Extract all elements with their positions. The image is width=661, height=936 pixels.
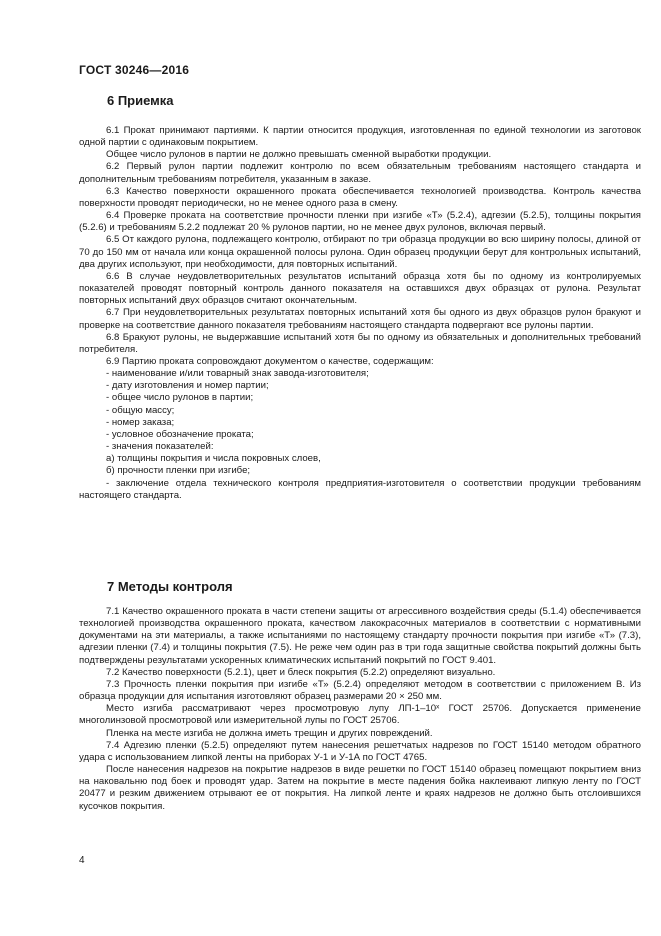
paragraph-6-2: 6.2 Первый рулон партии подлежит контролю по всем обязательным требованиям настоящего стандарта и дополнительным требованиям потребителя, указанным в заказе.	[79, 161, 641, 185]
section-7-title: 7 Методы контроля	[107, 579, 233, 594]
paragraph-7-2: 7.2 Качество поверхности (5.2.1), цвет и блеск покрытия (5.2.2) определяют визуально.	[106, 666, 496, 678]
list-item: - наименование и/или товарный знак завода-изготовителя;	[106, 368, 369, 380]
section-6-title: 6 Приемка	[107, 93, 174, 108]
paragraph-7-1: 7.1 Качество окрашенного проката в части степени защиты от агрессивного воздействия среды (5.1.4) обеспечивается технологией производства окрашенного проката, качеством лакокрасочных материалов в соответствии с нормативными документами на эти материалы, а также испытаниями по настоящему стандарту прочности покрытия при изгибе «Т» (7.3), адгезии пленки (7.4) и толщины покрытия (7.5). Не реже чем один раз в три года защитные свойства покрытий должны быть подтверждены результатами ускоренных климатических испытаний покрытий по ГОСТ 9.401.	[79, 606, 641, 666]
paragraph-7-4-procedure: После нанесения надрезов на покрытие надрезов в виде решетки по ГОСТ 15140 образец помещают покрытием вниз на наковальню под боек и проводят удар. Затем на покрытие в месте падения бойка наклеивают липкую ленту по ГОСТ 20477 и резким движением отрывают ее от покрытия. На липкой ленте и краях надрезов не должно быть отслоившихся кусочков покрытия.	[79, 764, 641, 812]
paragraph-6-1: 6.1 Прокат принимают партиями. К партии относится продукция, изготовленная по единой технологии из заготовок одной партии с одинаковым покрытием.	[79, 125, 641, 149]
section-7-body	[79, 606, 641, 813]
list-closing: - заключение отдела технического контроля предприятия-изготовителя о соответствии продукции требованиям настоящего стандарта.	[79, 477, 641, 501]
list-item: - номер заказа;	[106, 416, 175, 428]
paragraph-6-6: 6.6 В случае неудовлетворительных результатов испытаний образца хотя бы по одному из контролируемых показателей проводят повторный контроль данного показателя на оставшихся двух образцах от рулона. Результат повторных испытаний двух образцов считают окончательным.	[79, 270, 641, 307]
paragraph-6-8: 6.8 Бракуют рулоны, не выдержавшие испытаний хотя бы по одному из обязательных и дополнительных требований потребителя.	[79, 331, 641, 355]
sublist-item: а) толщины покрытия и числа покровных слоев,	[106, 453, 321, 465]
paragraph-7-3-magnifier: Место изгиба рассматривают через просмотровую лупу ЛП-1–10ˣ ГОСТ 25706. Допускается применение многолинзовой просмотровой или измерительной лупы по ГОСТ 25706.	[79, 703, 641, 727]
sublist-item: б) прочности пленки при изгибе;	[106, 465, 251, 477]
section-6-body	[79, 125, 641, 502]
list-item: - общее число рулонов в партии;	[106, 392, 254, 404]
paragraph-6-1-note: Общее число рулонов в партии не должно превышать сменной выработки продукции.	[106, 149, 492, 161]
paragraph-7-4: 7.4 Адгезию пленки (5.2.5) определяют путем нанесения решетчатых надрезов по ГОСТ 15140 методом обратного удара с использованием липкой ленты на приборах У-1 и У-1А по ГОСТ 4765.	[79, 739, 641, 763]
paragraph-7-3-film: Пленка на месте изгиба не должна иметь трещин и других повреждений.	[106, 727, 433, 739]
paragraph-6-4: 6.4 Проверке проката на соответствие прочности пленки при изгибе «Т» (5.2.4), адгезии (5.2.5), толщины покрытия (5.2.6) и требованиям 5.2.2 подлежат 20 % рулонов партии, но не менее двух рулонов, включая первый.	[79, 210, 641, 234]
list-item: - общую массу;	[106, 404, 175, 416]
list-item: - условное обозначение проката;	[106, 428, 254, 440]
paragraph-6-5: 6.5 От каждого рулона, подлежащего контролю, отбирают по три образца продукции во всю ширину полосы, длиной от 70 до 150 мм от начала или конца окрашенной полосы рулона. Один образец продукции берут для контрольных испытаний, два других используют, при необходимости, для повторных испытаний.	[79, 234, 641, 270]
paragraph-7-3: 7.3 Прочность пленки покрытия при изгибе «Т» (5.2.4) определяют методом в соответствии с приложением В. Из образца продукции для испытания изготовляют образец размерами 20 × 250 мм.	[79, 678, 641, 703]
document-header: ГОСТ 30246—2016	[79, 63, 190, 77]
list-item: - дату изготовления и номер партии;	[106, 380, 269, 392]
list-item: - значения показателей:	[106, 441, 214, 453]
paragraph-6-9: 6.9 Партию проката сопровождают документом о качестве, содержащим:	[106, 355, 434, 367]
paragraph-6-3: 6.3 Качество поверхности окрашенного проката обеспечивается технологией производства. Контроль качества поверхности проводят периодически, но не менее одного раза в смену.	[79, 185, 641, 209]
page-number: 4	[79, 855, 85, 866]
paragraph-6-7: 6.7 При неудовлетворительных результатах повторных испытаний хотя бы одного из двух образцов рулон бракуют и проверке на соответствие данного показателя требованиям настоящего стандарта подвергают все рулоны партии.	[79, 307, 641, 331]
